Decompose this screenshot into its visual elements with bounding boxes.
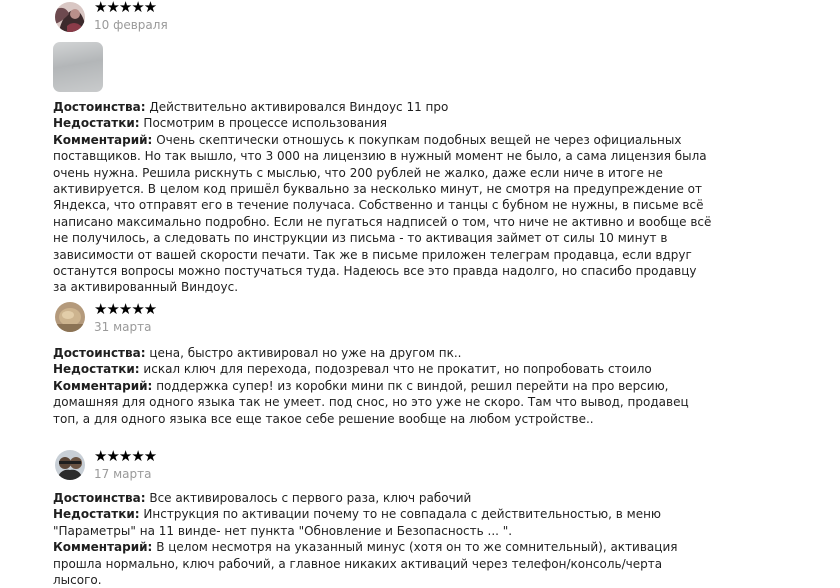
review-body <box>53 345 713 427</box>
cons-label: Недостатки: <box>53 362 140 377</box>
cons-text: Инструкция по активации почему то не совпадала с действительностью, в меню "Параметры" на 11 винде- нет пункта "Обновление и Безопасность ... ". <box>53 507 662 538</box>
review-date: 31 марта <box>94 320 152 334</box>
review-date: 17 марта <box>94 467 152 481</box>
comment-row <box>53 132 713 296</box>
review-date: 10 февраля <box>94 18 168 32</box>
rating-stars: ★★★★★ <box>94 0 157 16</box>
pros-row <box>53 490 713 506</box>
comment-label: Комментарий: <box>53 378 153 393</box>
review-body <box>53 490 713 588</box>
comment-text: поддержка супер! из коробки мини пк с виндой, решил перейти на про версию, домашняя для одного языка так не умеет. под снос, но это уже не скоро. Там что вывод, продавец топ, а для одного языка все еще такое себе решение вообще на любом устройстве.. <box>53 378 689 426</box>
rating-stars: ★★★★★ <box>94 447 157 465</box>
cons-row <box>53 361 713 377</box>
review-body <box>53 99 713 296</box>
user-avatar[interactable] <box>55 450 85 480</box>
avatar-photo-icon <box>55 302 85 332</box>
comment-text: В целом несмотря на указанный минус (хотя он то же сомнительный), активация прошла нормально, ключ рабочий, а главное никаких активаций через телефон/консоль/черта лысого. <box>53 540 678 588</box>
comment-label: Комментарий: <box>53 540 153 555</box>
cons-row <box>53 506 713 539</box>
avatar-photo-icon <box>55 450 85 480</box>
user-avatar[interactable] <box>55 302 85 332</box>
pros-row <box>53 345 713 361</box>
cons-text: искал ключ для перехода, подозревал что не прокатит, но попробовать стоило <box>143 362 652 377</box>
pros-text: цена, быстро активировал но уже на другом пк.. <box>149 346 462 360</box>
comment-label: Комментарий: <box>53 132 153 147</box>
cons-text: Посмотрим в процессе использования <box>143 116 388 131</box>
pros-text: Действительно активировался Виндоус 11 про <box>149 100 449 114</box>
cons-label: Недостатки: <box>53 116 140 131</box>
cons-label: Недостатки: <box>53 507 140 522</box>
rating-stars: ★★★★★ <box>94 300 157 318</box>
pros-row <box>53 99 713 115</box>
cons-row <box>53 115 713 131</box>
comment-text: Очень скептически отношусь к покупкам подобных вещей не через официальных поставщиков. Но так вышло, что 3 000 на лицензию в нужный момент не было, а сама лицензия была очень нужна. Решила рискнуть с мыслью, что 200 рублей не жалко, даже если ниче в итоге не активируется. В целом код пришёл буквально за несколько минут, не смотря на предупреждение от Яндекса, что отправят его в течение получаса. Собственно и танцы с бубном не нужны, в письме всё написано максимально подробно. Если не пугаться надписей о том, что ниче не активно и вообще всё не получилось, а следовать по инструкции из письма - то активация займет от силы 10 минут в зависимости от вашей скорости печати. Так же в письме приложен телеграм продавца, если вдруг останутся вопросы можно постучаться туда. Надеюсь все это правда надолго, но спасибо продавцу за активированный Виндоус. <box>53 132 712 295</box>
avatar-photo-icon <box>55 2 85 32</box>
pros-label: Достоинства: <box>53 346 146 360</box>
pros-label: Достоинства: <box>53 100 146 114</box>
review-photo-thumbnail[interactable] <box>53 42 103 92</box>
comment-row <box>53 378 713 427</box>
pros-label: Достоинства: <box>53 491 146 505</box>
user-avatar[interactable] <box>55 2 85 32</box>
pros-text: Все активировалось с первого раза, ключ рабочий <box>149 491 472 505</box>
